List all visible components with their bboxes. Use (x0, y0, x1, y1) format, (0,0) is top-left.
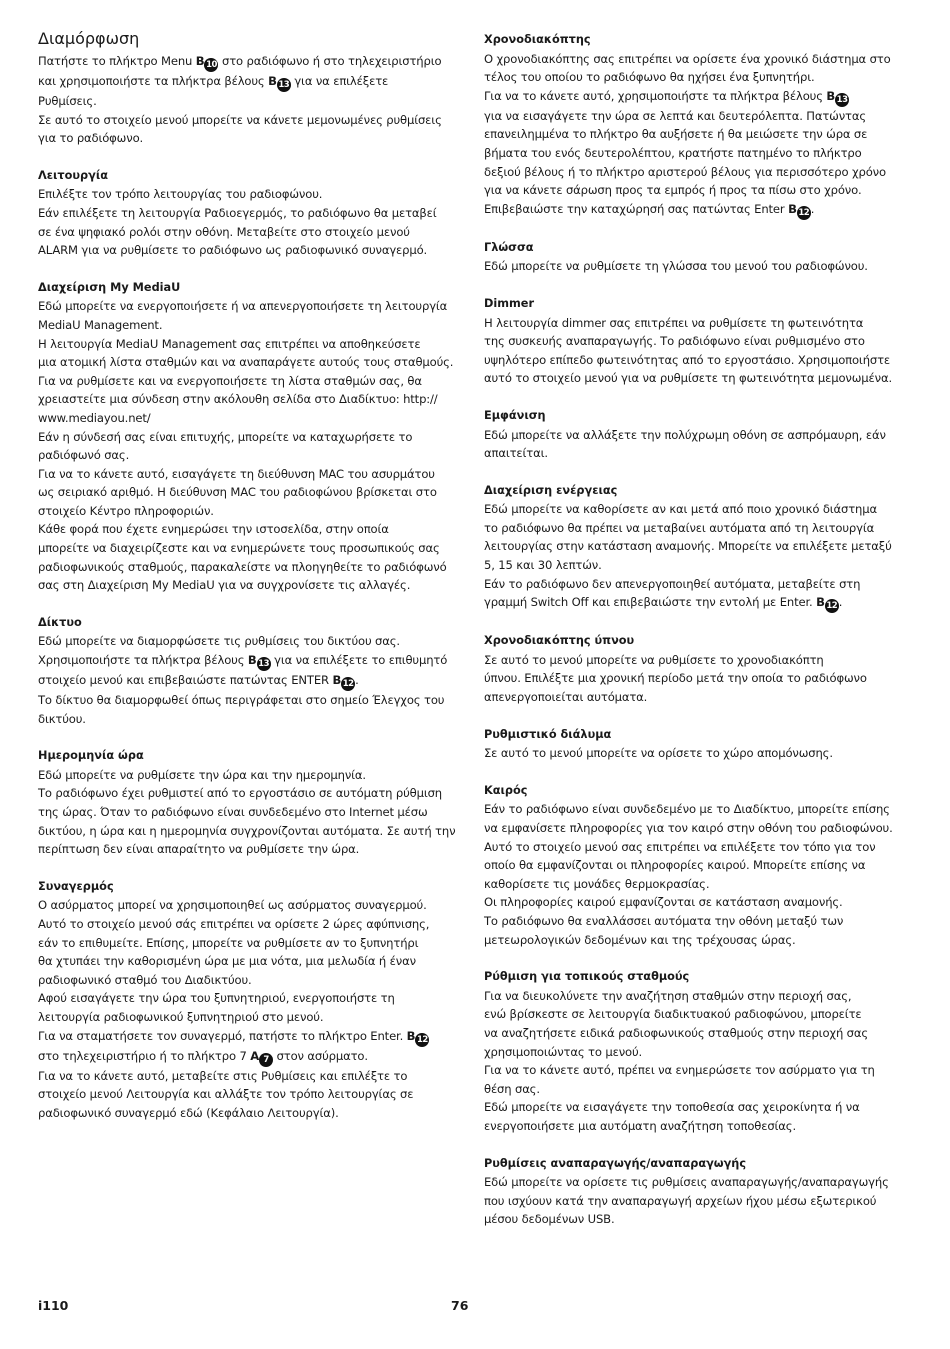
text-run: Επιβεβαιώστε την καταχώρησή σας πατώντας Enter (484, 201, 789, 216)
text-run: στοιχείο μενού Λειτουργία και αλλάξτε τον τρόπο λειτουργίας σε (38, 1087, 414, 1102)
section-body (484, 651, 884, 707)
text-line (38, 1047, 438, 1067)
reference-number-badge: 12 (342, 679, 354, 690)
section (484, 482, 892, 614)
text-run: Επιλέξτε τον τρόπο λειτουργίας του ραδιοφώνου. (38, 187, 323, 202)
text-line (38, 1027, 438, 1047)
text-run: να αναζητήσετε ειδικά ραδιοφωνικούς σταθμούς στην περιοχή σας (484, 1025, 869, 1040)
footer-page-number: 76 (451, 1298, 469, 1313)
text-run: Ρυθμίσεις. (38, 94, 97, 108)
text-run: MediaU Management. (38, 317, 163, 332)
section-body (484, 1173, 889, 1229)
text-run: Εδώ μπορείτε να ρυθμίσετε τη γλώσσα του μενού του ραδιοφώνου. (484, 259, 868, 274)
text-run: ραδιοφωνικούς σταθμούς, παρακαλείστε να πλοηγηθείτε το ραδιόφωνό (38, 559, 447, 574)
reference-number-badge: 13 (258, 659, 269, 670)
text-run: Ο χρονοδιακόπτης σας επιτρέπει να ορίσετε ένα χρονικό διάστημα στο (484, 51, 891, 66)
text-run: σας στη Διαχείριση My MediaU για να συγχρονίσετε τις αλλαγές. (38, 578, 411, 593)
text-line (38, 185, 438, 204)
text-line (38, 390, 438, 409)
text-line (484, 426, 884, 445)
text-line (38, 129, 438, 148)
text-run: Εδώ μπορείτε να καθορίσετε αν και μετά από ποιο χρονικό διάστημα (484, 502, 877, 517)
text-run: για να επιλέξετε (290, 74, 389, 88)
section (484, 1155, 889, 1229)
text-line (38, 316, 438, 335)
text-line (484, 893, 884, 912)
section-body (38, 632, 448, 728)
reference-letter: B (247, 653, 257, 668)
text-run: υψηλότερο επίπεδο φωτεινότητας από το εργοστάσιο. Χρησιμοποιήστε (484, 352, 891, 367)
control-reference (332, 673, 355, 690)
text-line (484, 68, 884, 87)
text-run: αυτό το στοιχείο μενού για να ρυθμίσετε τη φωτεινότητα μεμονωμένα. (484, 371, 892, 386)
text-run: Για να το κάνετε αυτό, χρησιμοποιήστε τα πλήκτρα βέλους (484, 88, 827, 103)
text-run: Για να διευκολύνετε την αναζήτηση σταθμών στην περιοχή σας, (484, 988, 852, 1003)
text-line (484, 800, 890, 819)
section-body (484, 744, 884, 763)
text-run: της ώρας. Όταν το ραδιόφωνο είναι συνδεδεμένο στο Internet μέσω (38, 805, 428, 819)
text-run: το ραδιόφωνο θα πρέπει να μεταβαίνει αυτόματα από τη λειτουργία (484, 520, 875, 535)
footer-model-name: i110 (38, 1298, 69, 1313)
section (38, 279, 454, 595)
text-line (484, 987, 884, 1006)
text-line (484, 1061, 884, 1080)
section (38, 747, 456, 859)
text-line (38, 52, 442, 72)
section-body (484, 257, 884, 276)
text-run: Εάν το ραδιόφωνο είναι συνδεδεμένο με το Διαδίκτυο, μπορείτε επίσης (484, 802, 890, 817)
text-run: Η λειτουργία MediaU Management σας επιτρέπει να αποθηκεύσετε (38, 336, 421, 351)
text-run: ως σειριακό αριθμό. Η διεύθυνση MAC του ραδιοφώνου βρίσκεται στο (38, 485, 437, 500)
text-line (484, 1210, 884, 1229)
text-line (484, 500, 884, 519)
text-line (38, 1085, 438, 1104)
text-run: Εδώ μπορείτε να εισαγάγετε την τοποθεσία σας χειροκίνητα ή να (484, 1100, 860, 1115)
text-line (484, 1173, 889, 1192)
text-run: γραμμή Switch Off και επιβεβαιώστε την εντολή με Enter. (484, 595, 817, 610)
section-heading: Διαχείριση ενέργειας (484, 483, 618, 497)
text-line (38, 539, 438, 558)
reference-letter: B (816, 595, 825, 610)
text-line (484, 1098, 884, 1117)
text-line (484, 819, 893, 838)
text-line (38, 671, 438, 691)
text-run: θα χτυπάει την καθορισμένη ώρα με μια νότα, μια μελωδία ή έναν (38, 954, 416, 969)
text-line (484, 875, 884, 894)
text-line (484, 181, 884, 200)
text-run: Αυτό το στοιχείο μενού σας επιτρέπει να επιλέξετε τον τόπο για τον (484, 839, 876, 854)
section-heading: Διαχείριση My MediaU (38, 280, 181, 294)
text-line (38, 446, 438, 465)
section-heading: Ρυθμίσεις αναπαραγωγής/αναπαραγωγής (484, 1156, 747, 1170)
text-run: Ο ασύρματος μπορεί να χρησιμοποιηθεί ως ασύρματος συναγερμού. (38, 898, 427, 913)
section-heading: Ημερομηνία ώρα (38, 749, 144, 763)
text-run: επανειλημμένα το πλήκτρο θα αυξήσετε ή θα μειώσετε την ώρα σε (484, 127, 868, 142)
text-line (484, 50, 891, 69)
text-run: στοιχείο Κέντρο πληροφοριών. (38, 503, 214, 518)
text-line (484, 838, 884, 857)
section-heading: Ρύθμιση για τοπικούς σταθμούς (484, 970, 690, 984)
control-reference (816, 595, 839, 612)
section-body (38, 297, 454, 595)
section (38, 167, 438, 260)
text-run: . (355, 673, 359, 688)
reference-letter: B (406, 1028, 416, 1043)
section-heading: Χρονοδιακόπτης (484, 33, 591, 46)
control-reference (407, 1029, 430, 1043)
section-heading: Dimmer (484, 296, 535, 310)
text-line (484, 163, 884, 182)
section-body (484, 500, 892, 613)
text-run: ενεργοποιήσετε μια αυτόματη αναζήτηση τοποθεσίας. (484, 1118, 796, 1133)
reference-number-badge: 12 (798, 207, 810, 218)
text-line (38, 632, 438, 651)
text-line (38, 502, 438, 521)
text-line (484, 537, 892, 556)
reference-letter: B (195, 54, 205, 68)
section-body (484, 314, 892, 388)
text-run: Αυτό το στοιχείο μενού σάς επιτρέπει να ορίσετε 2 ώρες αφύπνισης, (38, 916, 430, 931)
section-heading: Συναγερμός (38, 879, 114, 893)
section-heading: Χρονοδιακόπτης ύπνου (484, 634, 635, 648)
text-line (484, 669, 884, 688)
text-line (38, 766, 438, 785)
text-line (484, 931, 884, 950)
text-line (484, 1043, 884, 1062)
text-run: για το ραδιόφωνο. (38, 131, 144, 146)
text-line (38, 691, 445, 710)
text-line (38, 558, 447, 577)
text-line (484, 200, 884, 220)
right-sections (484, 31, 893, 1229)
text-run: λειτουργίας στην κατάσταση αναμονής. Μπορείτε να επιλέξετε μεταξύ (484, 539, 892, 554)
text-run: Για να ρυθμίσετε και να ενεργοποιήσετε τη λίστα σταθμών σας, θα (38, 373, 422, 388)
section (38, 878, 438, 1123)
text-run: δικτύου. (38, 711, 86, 726)
text-line (484, 144, 884, 163)
text-run: οποίο θα εμφανίζονται οι πληροφορίες καιρού. Μπορείτε επίσης να (484, 858, 866, 873)
text-run: ραδιόφωνό σας. (38, 448, 130, 463)
right-column (484, 28, 893, 1248)
text-line (38, 934, 438, 953)
text-line (38, 297, 448, 316)
text-run: Εδώ μπορείτε να ρυθμίσετε την ώρα και την ημερομηνία. (38, 767, 366, 782)
text-run: χρειαστείτε μια σύνδεση στην ακόλουθη σελίδα στο Διαδίκτυο: http:// (38, 392, 438, 407)
left-column (38, 28, 456, 1141)
text-run: λειτουργία ραδιοφωνικού ξυπνητηριού στο μενού. (38, 1009, 324, 1024)
text-line (38, 72, 438, 92)
text-run: ραδιοφωνικό συναγερμό εδώ (Κεφάλαιο Λειτουργία). (38, 1105, 339, 1120)
text-line (484, 1024, 884, 1043)
section-body (38, 766, 456, 859)
text-line (38, 1067, 438, 1086)
text-line (484, 351, 891, 370)
text-run: Εδώ μπορείτε να διαμορφώσετε τις ρυθμίσεις του δικτύου σας. (38, 634, 400, 649)
text-run: μια ατομική λίστα σταθμών και να αναπαράγετε αυτούς τους σταθμούς. (38, 355, 454, 370)
text-line (484, 744, 884, 763)
text-line (38, 409, 438, 428)
page-title: Διαμόρφωση (38, 29, 140, 48)
text-line (484, 651, 884, 670)
text-line (38, 576, 438, 595)
text-line (38, 223, 438, 242)
text-run: περίπτωση δεν είναι απαραίτητο να ρυθμίσετε την ώρα. (38, 842, 360, 857)
text-run: στο ραδιόφωνο ή στο τηλεχειριστήριο (218, 54, 442, 68)
reference-number-badge: 10 (206, 60, 217, 70)
text-run: εάν το επιθυμείτε. Επίσης, μπορείτε να ρυθμίσετε αν το ξυπνητήρι (38, 935, 419, 950)
intro-paragraph (38, 52, 442, 148)
text-run: απαιτείται. (484, 446, 548, 461)
reference-letter: B (826, 88, 836, 103)
text-run: Για να το κάνετε αυτό, μεταβείτε στις Ρυθμίσεις και επιλέξτε το (38, 1068, 408, 1083)
text-line (38, 353, 454, 372)
text-run: για να επιλέξετε το επιθυμητό (270, 653, 448, 668)
section-heading: Λειτουργία (38, 168, 108, 182)
section (484, 968, 884, 1135)
section (484, 632, 884, 706)
control-reference (196, 54, 219, 68)
section-body (484, 50, 891, 220)
section-body (38, 185, 438, 259)
control-reference (250, 1049, 273, 1063)
text-line (484, 125, 884, 144)
text-run: Εάν το ραδιόφωνο δεν απενεργοποιηθεί αυτόματα, μεταβείτε στη (484, 576, 861, 591)
text-line (484, 257, 884, 276)
text-line (38, 241, 438, 260)
text-run: Εάν η σύνδεσή σας είναι επιτυχής, μπορείτε να καταχωρήσετε το (38, 429, 413, 444)
text-run: Το ραδιόφωνο έχει ρυθμιστεί από το εργοστάσιο σε αυτόματη ρύθμιση (38, 786, 443, 801)
text-run: Εδώ μπορείτε να ενεργοποιήσετε ή να απενεργοποιήσετε τη λειτουργία (38, 299, 448, 314)
text-line (38, 952, 438, 971)
text-run: απενεργοποιείται αυτόματα. (484, 690, 648, 705)
section (484, 239, 884, 276)
text-line (484, 519, 884, 538)
section-heading: Ρυθμιστικό διάλυμα (484, 727, 612, 741)
text-line (38, 971, 438, 990)
section-body (484, 987, 884, 1136)
text-line (38, 428, 438, 447)
text-line (484, 556, 884, 575)
text-line (484, 593, 884, 613)
text-run: . (810, 201, 815, 216)
reference-letter: B (332, 673, 342, 688)
section (484, 31, 891, 220)
section-heading: Γλώσσα (484, 240, 534, 254)
text-run: σε ένα ψηφιακό ρολόι στην οθόνη. Μεταβείτε στο στοιχείο μενού (38, 224, 410, 239)
text-run: και χρησιμοποιήστε τα πλήκτρα βέλους (38, 74, 269, 88)
text-line (38, 915, 438, 934)
text-line (38, 784, 443, 803)
text-run: Εδώ μπορείτε να αλλάξετε την πολύχρωμη οθόνη σε ασπρόμαυρη, εάν (484, 427, 886, 442)
text-run: ραδιοφωνικό σταθμό του Διαδικτύου. (38, 972, 252, 987)
text-line (38, 710, 438, 729)
reference-number-badge: 13 (278, 80, 290, 90)
reference-letter: B (268, 74, 277, 88)
text-run: Σε αυτό το μενού μπορείτε να ορίσετε το χώρο απομόνωσης. (484, 746, 833, 761)
section (484, 726, 884, 763)
section-body (484, 426, 884, 463)
text-run: δικτύου, η ώρα και η ημερομηνία συγχρονίζονται αυτόματα. Σε αυτή την (38, 823, 456, 838)
text-line (484, 1192, 884, 1211)
control-reference (247, 653, 271, 670)
text-run: στο τηλεχειριστήριο ή το πλήκτρο 7 (38, 1048, 251, 1063)
text-line (484, 314, 884, 333)
text-line (38, 840, 438, 859)
section (484, 782, 893, 949)
control-reference (268, 74, 291, 88)
text-line (38, 896, 438, 915)
text-run: μέσου δεδομένων USB. (484, 1212, 615, 1227)
text-line (484, 1117, 884, 1136)
text-line (484, 369, 892, 388)
text-line (484, 688, 884, 707)
text-run: στον ασύρματο. (273, 1048, 368, 1063)
left-sections (38, 167, 456, 1123)
text-line (484, 575, 884, 594)
text-run: www.mediayou.net/ (38, 410, 151, 425)
text-line (38, 483, 438, 502)
text-line (484, 1080, 884, 1099)
text-run: για να κάνετε σάρωση προς τα εμπρός ή προς τα πίσω στο χρόνο. (484, 183, 862, 198)
section (38, 614, 448, 728)
text-run: Πατήστε το πλήκτρο Menu (38, 54, 196, 68)
text-run: Κάθε φορά που έχετε ενημερώσει την ιστοσελίδα, στην οποία (38, 522, 389, 537)
section-heading: Εμφάνιση (484, 408, 546, 422)
control-reference (826, 89, 849, 103)
text-run: . (838, 595, 843, 610)
text-run: Το ραδιόφωνο θα εναλλάσσει αυτόματα την οθόνη μεταξύ των (484, 913, 844, 928)
text-line (38, 335, 438, 354)
text-line (484, 1005, 884, 1024)
text-run: ύπνου. Επιλέξτε μια χρονική περίοδο μετά την οποία το ραδιόφωνο (484, 671, 867, 686)
reference-number-badge: 7 (259, 1053, 273, 1067)
text-line (38, 111, 442, 130)
text-line (38, 1008, 438, 1027)
section-body (38, 896, 438, 1122)
text-run: τέλος του οποίου το ραδιόφωνο θα ηχήσει ένα ξυπνητήρι. (484, 70, 815, 85)
text-run: Εάν επιλέξετε τη λειτουργία Ραδιοεγερμός, το ραδιόφωνο θα μεταβεί (38, 205, 437, 220)
text-run: Εδώ μπορείτε να ορίσετε τις ρυθμίσεις αναπαραγωγής/αναπαραγωγής (484, 1175, 889, 1190)
section-body (484, 800, 893, 949)
text-line (484, 856, 884, 875)
text-run: της συσκευής αναπαραγωγής. Το ραδιόφωνο είναι ρυθμισμένο στο (484, 334, 865, 349)
text-run: Το δίκτυο θα διαμορφωθεί όπως περιγράφεται στο σημείο Έλεγχος του (38, 693, 445, 708)
text-run: δεξιού βέλους ή το πλήκτρο αριστερού βέλους για περισσότερο χρόνο (484, 164, 886, 179)
text-line (38, 465, 438, 484)
text-line (38, 1104, 438, 1123)
text-line (38, 372, 438, 391)
reference-number-badge: 12 (826, 601, 838, 612)
text-run: Η λειτουργία dimmer σας επιτρέπει να ρυθμίσετε τη φωτεινότητα (484, 315, 864, 330)
section-heading: Καιρός (484, 783, 528, 797)
text-run: Χρησιμοποιήστε τα πλήκτρα βέλους (38, 653, 248, 668)
text-run: ALARM για να ρυθμίσετε το ραδιόφωνο ως ραδιοφωνικό συναγερμό. (38, 243, 428, 258)
section (484, 295, 892, 388)
text-run: καθορίσετε τις μονάδες θερμοκρασίας. (484, 876, 710, 891)
section-heading: Δίκτυο (38, 615, 82, 629)
text-line (38, 92, 438, 111)
section (484, 407, 884, 463)
reference-number-badge: 13 (836, 94, 848, 105)
text-line (38, 651, 448, 671)
text-run: χρησιμοποιώντας το μενού. (484, 1044, 643, 1059)
control-reference (788, 202, 811, 216)
text-line (484, 332, 884, 351)
text-run: βήματα του ενός δευτερολέπτου, κρατήστε πατημένο το πλήκτρο (484, 145, 862, 160)
text-line (484, 107, 884, 126)
text-line (484, 912, 884, 931)
text-line (38, 204, 438, 223)
text-run: Για να το κάνετε αυτό, πρέπει να ενημερώσετε τον ασύρματο για τη (484, 1063, 875, 1078)
text-run: Σε αυτό το μενού μπορείτε να ρυθμίσετε το χρονοδιακόπτη (484, 652, 824, 667)
text-line (38, 520, 438, 539)
text-run: Για να σταματήσετε τον συναγερμό, πατήστε το πλήκτρο Enter. (38, 1028, 407, 1043)
text-run: να εμφανίσετε πληροφορίες για τον καιρό στην οθόνη του ραδιοφώνου. (484, 821, 893, 835)
text-line (38, 803, 438, 822)
text-run: 5, 15 και 30 λεπτών. (484, 558, 602, 573)
reference-letter: B (788, 201, 797, 216)
text-line (38, 989, 438, 1008)
text-line (38, 822, 456, 841)
text-run: μετεωρολογικών δεδομένων και της τρέχουσας ώρας. (484, 932, 796, 947)
text-run: Αφού εισαγάγετε την ώρα του ξυπνητηριού, ενεργοποιήστε τη (38, 991, 395, 1006)
text-run: Οι πληροφορίες καιρού εμφανίζονται σε κατάσταση αναμονής. (484, 895, 843, 910)
text-line (484, 444, 884, 463)
text-line (484, 87, 884, 107)
reference-number-badge: 12 (416, 1034, 428, 1045)
text-run: που ισχύουν κατά την αναπαραγωγή αρχείων ήχου μέσω εξωτερικού (484, 1193, 877, 1208)
text-run: στοιχείο μενού και επιβεβαιώστε πατώντας ENTER (38, 673, 333, 688)
reference-letter: A (250, 1048, 260, 1063)
text-run: ενώ βρίσκεστε σε λειτουργία διαδικτυακού ραδιοφώνου, μπορείτε (484, 1007, 862, 1022)
text-run: για να εισαγάγετε την ώρα σε λεπτά και δευτερόλεπτα. Πατώντας (484, 108, 867, 123)
text-run: Σε αυτό το στοιχείο μενού μπορείτε να κάνετε μεμονωμένες ρυθμίσεις (38, 112, 442, 127)
text-run: Για να το κάνετε αυτό, εισαγάγετε τη διεύθυνση MAC του ασυρμάτου (38, 466, 435, 481)
text-run: μπορείτε να διαχειρίζεστε και να ενημερώνετε τους προσωπικούς σας (38, 541, 440, 556)
text-run: θέση σας. (484, 1081, 540, 1096)
